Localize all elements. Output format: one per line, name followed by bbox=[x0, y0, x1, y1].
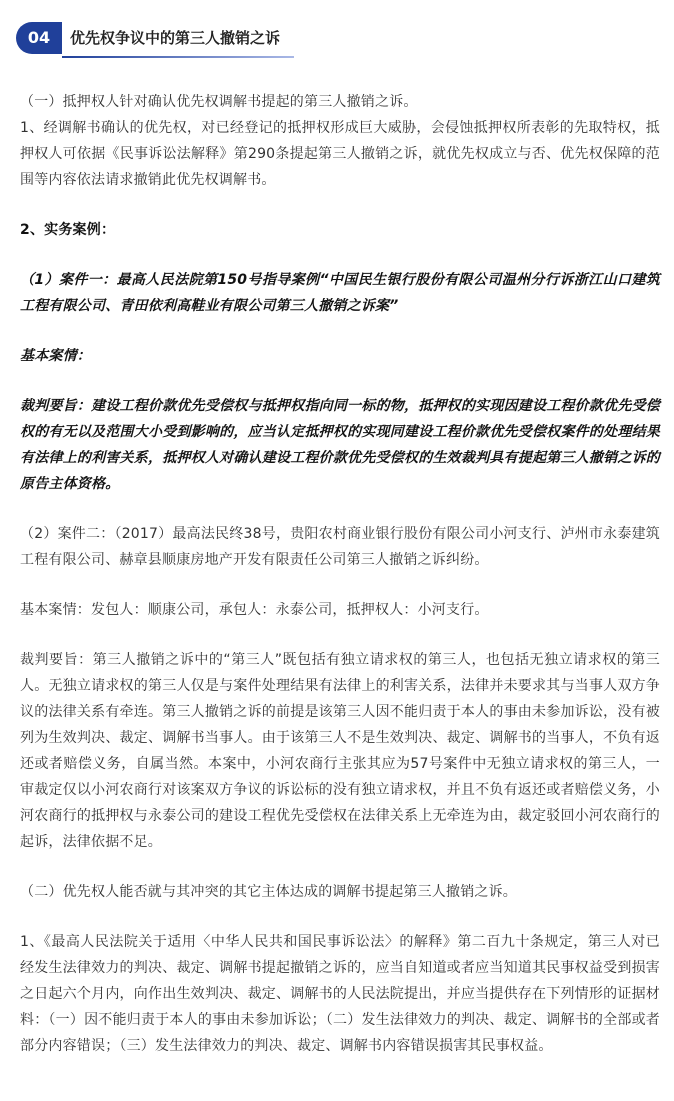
title-underline bbox=[62, 56, 294, 58]
case-two-holding: 裁判要旨：第三人撤销之诉中的“第三人”既包括有独立请求权的第三人，也包括无独立请求权的第三人。无独立请求权的第三人仅是与案件处理结果有法律上的利害关系，法律并未要求其与当事人双方争议的法律关系有牵连。第三人撤销之诉的前提是该第三人因不能归责于本人的事由未参加诉讼，没有被列为生效判决、裁定、调解书当事人。由于该第三人不是生效判决、裁定、调解书的当事人，不负有返还或者赔偿义务，自属当然。本案中，小河农商行主张其应为57号案件中无独立请求权的第三人，一审裁定仅以小河农商行对该案双方争议的诉讼标的没有独立请求权，并且不负有返还或者赔偿义务，小河农商行的抵押权与永泰公司的建设工程优先受偿权在法律关系上无牵连为由，裁定驳回小河农商行的起诉，法律依据不足。 bbox=[20, 652, 660, 850]
paragraph-2-heading: （二）优先权人能否就与其冲突的其它主体达成的调解书提起第三人撤销之诉。 bbox=[20, 884, 517, 900]
case-one-title: （1）案件一：最高人民法院第150号指导案例“中国民生银行股份有限公司温州分行诉浙江山口建筑工程有限公司、青田依利高鞋业有限公司第三人撤销之诉案” bbox=[20, 272, 660, 314]
case-one-facts-label: 基本案情： bbox=[20, 348, 91, 364]
section-number-badge: 04 bbox=[16, 22, 62, 54]
paragraph-1-text: 1、经调解书确认的优先权，对已经登记的抵押权形成巨大威胁，会侵蚀抵押权所表彰的先取特权，抵押权人可依据《民事诉讼法解释》第290条提起第三人撤销之诉，就优先权成立与否、优先权保障的范围等内容依法请求撤销此优先权调解书。 bbox=[20, 120, 660, 188]
article-body bbox=[20, 89, 660, 1059]
paragraph-1-heading: （一）抵押权人针对确认优先权调解书提起的第三人撤销之诉。 bbox=[20, 94, 418, 110]
case-one-holding: 裁判要旨：建设工程价款优先受偿权与抵押权指向同一标的物，抵押权的实现因建设工程价款优先受偿权的有无以及范围大小受到影响的，应当认定抵押权的实现同建设工程价款优先受偿权案件的处理结果有法律上的利害关系，抵押权人对确认建设工程价款优先受偿权的生效裁判具有提起第三人撤销之诉的原告主体资格。 bbox=[20, 398, 660, 492]
case-two-title: （2）案件二：（2017）最高法民终38号，贵阳农村商业银行股份有限公司小河支行、泸州市永泰建筑工程有限公司、赫章县顺康房地产开发有限责任公司第三人撤销之诉纠纷。 bbox=[20, 526, 660, 568]
case-examples-heading: 2、实务案例： bbox=[20, 222, 116, 238]
case-two-facts: 基本案情：发包人：顺康公司，承包人：永泰公司，抵押权人：小河支行。 bbox=[20, 602, 489, 618]
section-title: 优先权争议中的第三人撤销之诉 bbox=[70, 29, 281, 47]
paragraph-2-text: 1、《最高人民法院关于适用〈中华人民共和国民事诉讼法〉的解释》第二百九十条规定，第三人对已经发生法律效力的判决、裁定、调解书提起撤销之诉的，应当自知道或者应当知道其民事权益受到损害之日起六个月内，向作出生效判决、裁定、调解书的人民法院提出，并应当提供存在下列情形的证据材料：（一）因不能归责于本人的事由未参加诉讼；（二）发生法律效力的判决、裁定、调解书的全部或者部分内容错误；（三）发生法律效力的判决、裁定、调解书内容错误损害其民事权益。 bbox=[20, 934, 660, 1054]
section-header bbox=[16, 20, 316, 58]
